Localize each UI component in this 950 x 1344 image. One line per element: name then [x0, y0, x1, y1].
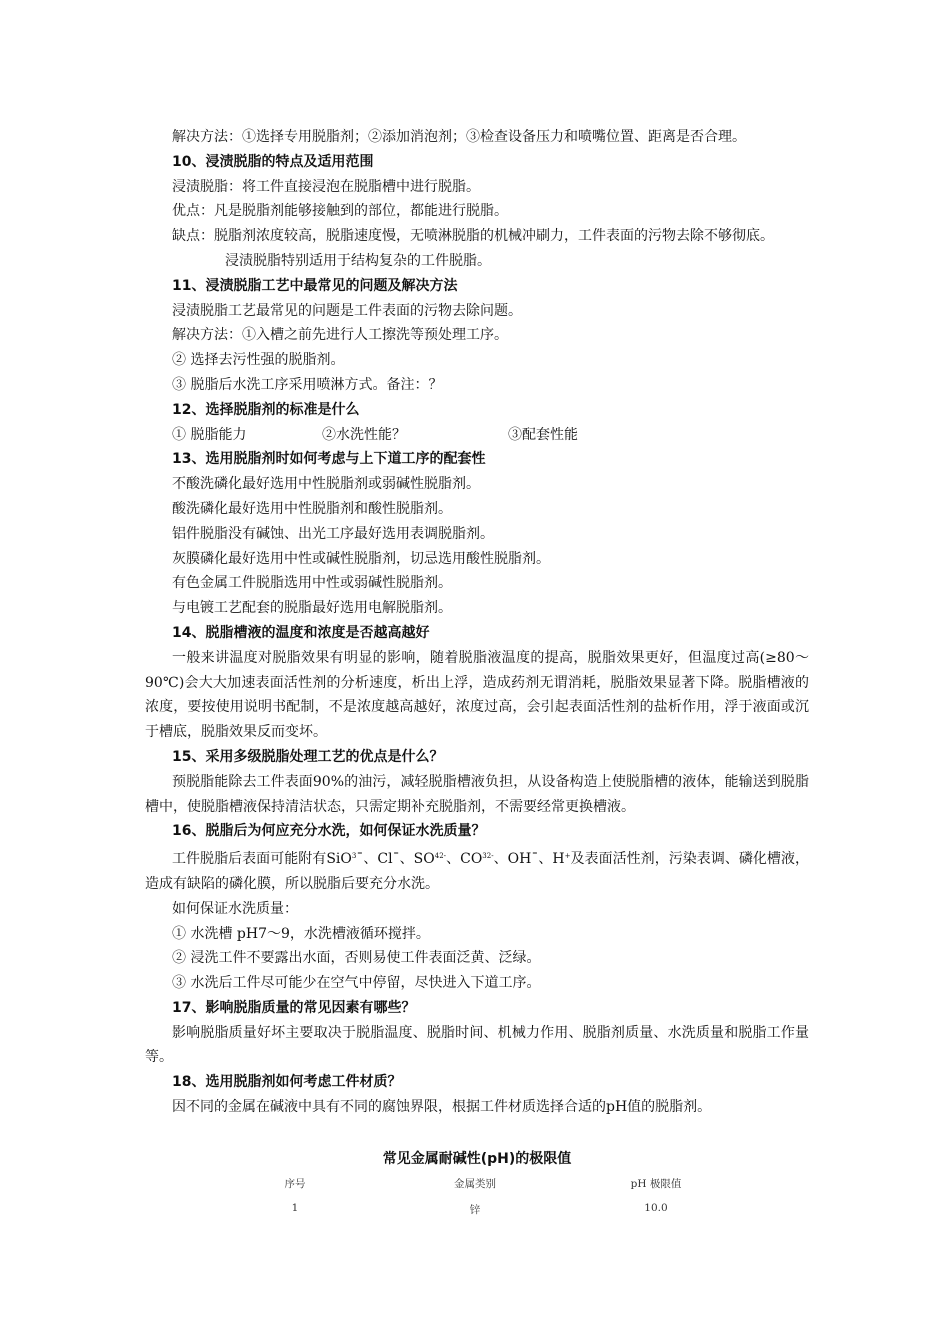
subscript: 3	[482, 852, 487, 861]
paragraph: 预脱脂能除去工件表面90%的油污，减轻脱脂槽液负担，从设备构造上使脱脂槽的液体，能输送到脱脂槽中，使脱脂槽液保持清洁状态，只需定期补充脱脂剂，不需要经常更换槽液。	[145, 773, 809, 815]
table-header-cell: pH 极限值	[630, 1178, 682, 1190]
document-body	[145, 125, 809, 1120]
paragraph: 铝件脱脂没有碱蚀、出光工序最好选用表调脱脂剂。	[172, 525, 494, 542]
section-heading-12: 12、选择脱脂剂的标准是什么	[172, 401, 360, 418]
paragraph: 影响脱脂质量好坏主要取决于脱脂温度、脱脂时间、机械力作用、脱脂剂质量、水洗质量和脱脂工作量等。	[145, 1024, 809, 1066]
paragraph: 解决方法：①入槽之前先进行人工擦洗等预处理工序。	[172, 327, 508, 344]
table-header-cell: 序号	[284, 1178, 306, 1190]
paragraph: 有色金属工件脱脂选用中性或弱碱性脱脂剂。	[172, 575, 452, 592]
list-item: ② 选择去污性强的脱脂剂。	[172, 352, 345, 369]
table-cell: 1	[291, 1202, 299, 1214]
section-heading-15: 15、采用多级脱脂处理工艺的优点是什么？	[172, 748, 444, 765]
table-title: 常见金属耐碱性(pH)的极限值	[382, 1151, 572, 1167]
section-heading-14: 14、脱脂槽液的温度和浓度是否越高越好	[172, 624, 430, 641]
paragraph: 因不同的金属在碱液中具有不同的腐蚀界限，根据工件材质选择合适的pH值的脱脂剂。	[172, 1099, 712, 1116]
superscript: +	[564, 852, 571, 861]
section-heading-17: 17、影响脱脂质量的常见因素有哪些？	[172, 999, 416, 1016]
paragraph: 解决方法：①选择专用脱脂剂；②添加消泡剂；③检查设备压力和喷嘴位置、距离是否合理。	[172, 129, 746, 145]
subscript: 4	[434, 852, 440, 861]
section-heading-10: 10、浸渍脱脂的特点及适用范围	[172, 153, 374, 170]
text-run: ¯、Cl¯、SO	[356, 851, 435, 868]
paragraph: 灰膜磷化最好选用中性或碱性脱脂剂，切忌选用酸性脱脂剂。	[172, 550, 550, 567]
list-item: ① 水洗槽 pH7～9，水洗槽液循环搅拌。	[172, 925, 430, 942]
section-heading-13: 13、选用脱脂剂时如何考虑与上下道工序的配套性	[172, 451, 486, 468]
paragraph: 如何保证水洗质量：	[172, 900, 298, 917]
list-item: ② 浸洗工件不要露出水面，否则易使工件表面泛黄、泛绿。	[172, 950, 541, 967]
table-header-cell: 金属类别	[454, 1178, 496, 1190]
superscript: 2-	[486, 852, 494, 861]
section-heading-11: 11、浸渍脱脂工艺中最常见的问题及解决方法	[172, 277, 458, 294]
paragraph: 优点：凡是脱脂剂能够接触到的部位，都能进行脱脂。	[172, 203, 508, 220]
ph-limit-table	[0, 1172, 950, 1224]
paragraph: 不酸洗磷化最好选用中性脱脂剂或弱碱性脱脂剂。	[172, 476, 480, 493]
text-run: 及表面活性剂，污染表调、磷化槽液，造成有缺陷的磷化膜，所以脱脂后要充分水洗。	[145, 851, 809, 892]
table-row	[0, 1198, 950, 1224]
text-run: 、CO	[446, 851, 483, 868]
paragraph: 一般来讲温度对脱脂效果有明显的影响，随着脱脂液温度的提高，脱脂效果更好，但温度过高(≥80～90℃)会大大加速表面活性剂的分析速度，析出上浮，造成药剂无谓消耗，脱脂效果显著下降。脱脂槽液的浓度，要按使用说明书配制，不是浓度越高越好，浓度过高，会引起表面活性剂的盐析作用，浮于液面或沉于槽底，脱脂效果反而变坏。	[145, 649, 809, 741]
section-heading-16: 16、脱脂后为何应充分水洗，如何保证水洗质量？	[172, 823, 486, 840]
table-header-row	[0, 1172, 950, 1198]
table-cell: 10.0	[644, 1202, 668, 1214]
paragraph: 与电镀工艺配套的脱脂最好选用电解脱脂剂。	[172, 600, 452, 617]
criteria-row	[145, 423, 809, 448]
paragraph: 缺点：脱脂剂浓度较高，脱脂速度慢，无喷淋脱脂的机械冲刷力，工件表面的污物去除不够彻底。	[172, 228, 774, 245]
section-heading-18: 18、选用脱脂剂如何考虑工件材质？	[172, 1074, 402, 1091]
text-run: 工件脱脂后表面可能附有SiO	[172, 851, 352, 868]
list-item: ③ 脱脂后水洗工序采用喷淋方式。备注：？	[172, 376, 443, 393]
paragraph: 浸渍脱脂工艺最常见的问题是工件表面的污物去除问题。	[172, 302, 522, 319]
criteria-item: ②水洗性能？	[322, 426, 406, 443]
criteria-item: ③配套性能	[508, 426, 578, 443]
text-run: 、OH¯、H	[493, 851, 565, 868]
paragraph: 酸洗磷化最好选用中性脱脂剂和酸性脱脂剂。	[172, 500, 452, 517]
criteria-item: ① 脱脂能力	[172, 426, 247, 443]
table-cell: 锌	[469, 1204, 481, 1216]
subscript: 3	[351, 852, 357, 861]
superscript: 2-	[439, 852, 447, 861]
paragraph: 浸渍脱脂：将工件直接浸泡在脱脂槽中进行脱脂。	[172, 178, 480, 195]
paragraph: 浸渍脱脂特别适用于结构复杂的工件脱脂。	[225, 252, 491, 269]
list-item: ③ 水洗后工件尽可能少在空气中停留，尽快进入下道工序。	[172, 975, 541, 992]
paragraph-ions	[145, 844, 809, 897]
